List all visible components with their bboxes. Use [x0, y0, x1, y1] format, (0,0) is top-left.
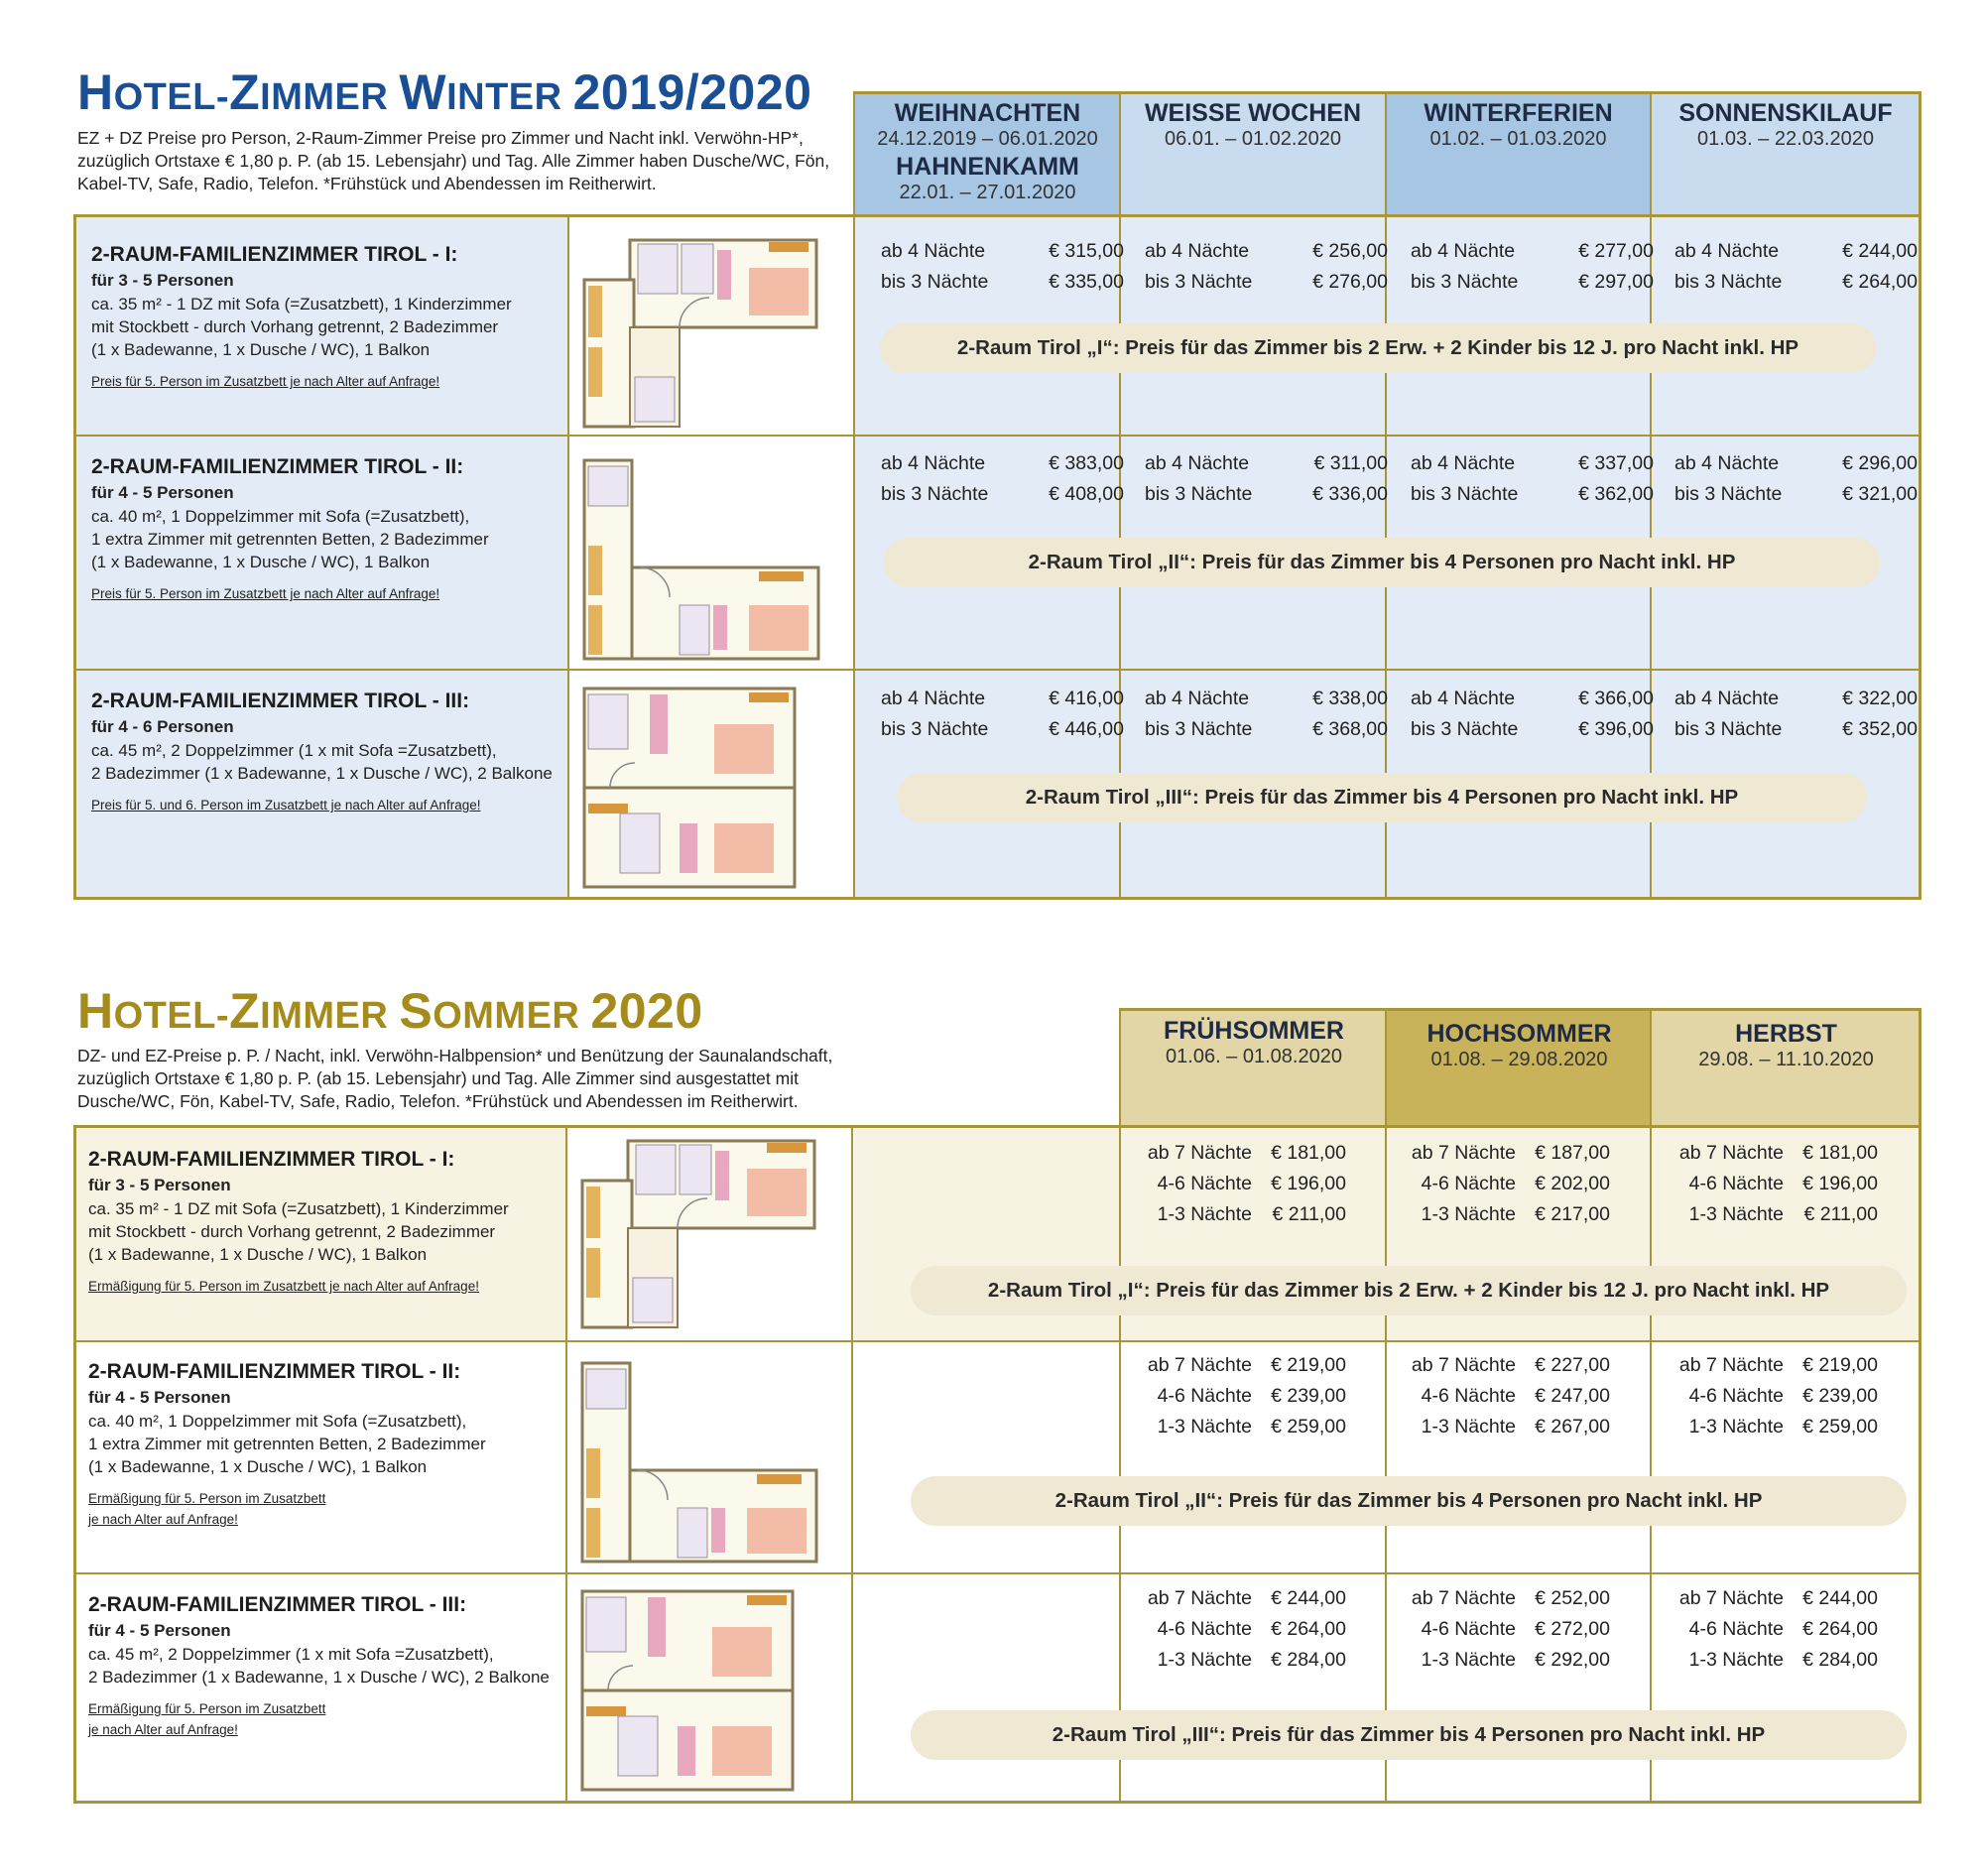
price-value: € 383,00	[1049, 452, 1124, 474]
price-label: bis 3 Nächte	[881, 718, 989, 740]
price-label: bis 3 Nächte	[1411, 271, 1519, 293]
price-row	[881, 718, 1124, 741]
floor-plan-tirol-2	[578, 1359, 821, 1567]
room-note-link[interactable]: Preis für 5. Person im Zusatzbett je nach Alter auf Anfrage!	[91, 586, 440, 601]
price-label: ab 4 Nächte	[1674, 688, 1780, 709]
price-label: ab 4 Nächte	[1145, 688, 1250, 709]
price-value: € 227,00	[1535, 1354, 1610, 1376]
price-label: bis 3 Nächte	[1411, 718, 1519, 740]
price-row	[1145, 271, 1388, 294]
price-row	[1145, 240, 1388, 263]
grid-line	[73, 435, 1922, 437]
season-name: HERBST	[1735, 1020, 1837, 1048]
price-value: € 396,00	[1578, 718, 1654, 740]
price-row	[881, 271, 1124, 294]
intro-line: Dusche/WC, Fön, Kabel-TV, Safe, Radio, Telefon. *Frühstück und Abendessen im Reitherwirt.	[77, 1091, 799, 1111]
price-row	[1655, 1142, 1878, 1165]
price-value: € 219,00	[1271, 1354, 1346, 1376]
price-value: € 196,00	[1271, 1173, 1346, 1194]
price-label: ab 4 Nächte	[1411, 688, 1516, 709]
price-value: € 446,00	[1049, 718, 1124, 740]
price-row	[1655, 1354, 1878, 1377]
price-label: ab 7 Nächte	[1147, 1354, 1252, 1376]
price-value: € 368,00	[1312, 718, 1388, 740]
room-description: ca. 35 m² - 1 DZ mit Sofa (=Zusatzbett), 1 Kinderzimmer mit Stockbett - durch Vorhang getrennt, 2 Badezimmer (1 x Badewanne, 1 x Dusche / WC), 1 Balkon	[91, 295, 512, 359]
price-row	[1123, 1649, 1346, 1672]
grid-line	[73, 1125, 1922, 1128]
price-row	[1411, 240, 1654, 263]
price-label: 4-6 Nächte	[1157, 1385, 1252, 1407]
price-label: 4-6 Nächte	[1688, 1173, 1784, 1194]
price-label: ab 7 Nächte	[1147, 1142, 1252, 1164]
price-value: € 247,00	[1535, 1385, 1610, 1407]
price-row	[1123, 1142, 1346, 1165]
season-name: HAHNENKAMM	[896, 153, 1079, 181]
room-persons: für 4 - 6 Personen	[91, 717, 234, 736]
room-persons: für 4 - 5 Personen	[88, 1388, 231, 1407]
price-row	[1655, 1587, 1878, 1610]
winter-title: HOTEL-ZIMMER WINTER 2019/2020	[77, 64, 812, 120]
price-label: ab 4 Nächte	[1411, 240, 1516, 262]
price-value: € 239,00	[1271, 1385, 1346, 1407]
price-label: bis 3 Nächte	[1145, 483, 1253, 505]
price-label: 4-6 Nächte	[1421, 1385, 1516, 1407]
room-description: ca. 45 m², 2 Doppelzimmer (1 x mit Sofa =Zusatzbett), 2 Badezimmer (1 x Badewanne, 1 x Dusche / WC), 2 Balkone	[88, 1645, 550, 1687]
price-label: 4-6 Nächte	[1157, 1173, 1252, 1194]
price-row	[1655, 1618, 1878, 1641]
price-row	[1387, 1649, 1610, 1672]
price-value: € 187,00	[1535, 1142, 1610, 1164]
price-value: € 362,00	[1578, 483, 1654, 505]
price-label: 1-3 Nächte	[1421, 1416, 1516, 1438]
price-row	[881, 452, 1124, 475]
price-row	[1674, 452, 1918, 475]
price-row	[1411, 452, 1654, 475]
intro-line: Kabel-TV, Safe, Radio, Telefon. *Frühstück und Abendessen im Reitherwirt.	[77, 174, 657, 193]
price-value: € 408,00	[1049, 483, 1124, 505]
price-value: € 352,00	[1842, 718, 1918, 740]
price-label: ab 4 Nächte	[1145, 452, 1250, 474]
price-label: 1-3 Nächte	[1688, 1203, 1784, 1225]
summer-room-1-price-note: 2-Raum Tirol „I“: Preis für das Zimmer bis 2 Erw. + 2 Kinder bis 12 J. pro Nacht inkl. HP	[911, 1266, 1907, 1315]
intro-line: zuzüglich Ortstaxe € 1,80 p. P. (ab 15. Lebensjahr) und Tag. Alle Zimmer haben Dusche/WC, Fön,	[77, 151, 830, 171]
winter-room-3-info	[91, 689, 562, 815]
price-label: 1-3 Nächte	[1421, 1649, 1516, 1671]
grid-line	[851, 1125, 853, 1804]
price-value: € 311,00	[1313, 452, 1388, 474]
price-value: € 244,00	[1271, 1587, 1346, 1609]
room-title: 2-RAUM-FAMILIENZIMMER TIROL - II:	[88, 1360, 461, 1383]
price-value: € 256,00	[1312, 240, 1388, 262]
price-value: € 181,00	[1271, 1142, 1346, 1164]
room-title: 2-RAUM-FAMILIENZIMMER TIROL - I:	[88, 1148, 455, 1171]
intro-line: EZ + DZ Preise pro Person, 2-Raum-Zimmer Preise pro Zimmer und Nacht inkl. Verwöhn-HP*,	[77, 128, 804, 148]
price-row	[1674, 718, 1918, 741]
grid-line	[853, 91, 855, 900]
price-value: € 336,00	[1312, 483, 1388, 505]
winter-season-4	[1651, 99, 1921, 151]
price-value: € 211,00	[1803, 1203, 1878, 1225]
price-value: € 196,00	[1802, 1173, 1878, 1194]
price-label: bis 3 Nächte	[1145, 718, 1253, 740]
winter-season-2	[1120, 99, 1386, 151]
price-row	[1387, 1142, 1610, 1165]
floor-plan-tirol-2	[580, 456, 823, 665]
summer-room-2-info	[88, 1360, 555, 1530]
price-label: ab 4 Nächte	[1411, 452, 1516, 474]
price-row	[1655, 1385, 1878, 1408]
price-value: € 292,00	[1535, 1649, 1610, 1671]
price-value: € 272,00	[1535, 1618, 1610, 1640]
price-value: € 297,00	[1578, 271, 1654, 293]
price-value: € 321,00	[1842, 483, 1918, 505]
room-title: 2-RAUM-FAMILIENZIMMER TIROL - III:	[91, 689, 470, 712]
grid-line	[73, 214, 76, 900]
season-name: WEISSE WOCHEN	[1144, 99, 1362, 127]
price-row	[1655, 1203, 1878, 1226]
grid-line	[73, 214, 1922, 217]
price-label: 1-3 Nächte	[1157, 1203, 1252, 1225]
summer-room-3-info	[88, 1593, 559, 1740]
winter-season-3	[1386, 99, 1651, 151]
grid-line	[1120, 1008, 1922, 1011]
room-description: ca. 40 m², 1 Doppelzimmer mit Sofa (=Zusatzbett), 1 extra Zimmer mit getrennten Betten, 2 Badezimmer (1 x Badewanne, 1 x Dusche / WC), 1 Balkon	[88, 1412, 486, 1476]
price-row	[1145, 688, 1388, 710]
price-value: € 335,00	[1049, 271, 1124, 293]
price-label: ab 4 Nächte	[881, 240, 986, 262]
room-note-link[interactable]: Ermäßigung für 5. Person im Zusatzbett je nach Alter auf Anfrage!	[88, 1701, 326, 1737]
grid-line	[1919, 1008, 1922, 1804]
season-name: FRÜHSOMMER	[1164, 1017, 1344, 1045]
intro-line: zuzüglich Ortstaxe € 1,80 p. P. (ab 15. Lebensjahr) und Tag. Alle Zimmer sind ausgestattet mit	[77, 1068, 799, 1088]
price-label: 1-3 Nächte	[1157, 1416, 1252, 1438]
grid-line	[1919, 91, 1922, 900]
room-description: ca. 35 m² - 1 DZ mit Sofa (=Zusatzbett), 1 Kinderzimmer mit Stockbett - durch Vorhang getrennt, 2 Badezimmer (1 x Badewanne, 1 x Dusche / WC), 1 Balkon	[88, 1199, 509, 1264]
price-label: 1-3 Nächte	[1421, 1203, 1516, 1225]
season-date: 01.03. – 22.03.2020	[1697, 128, 1874, 150]
price-label: ab 4 Nächte	[881, 688, 986, 709]
price-row	[1411, 483, 1654, 506]
price-label: bis 3 Nächte	[1411, 483, 1519, 505]
price-label: 4-6 Nächte	[1421, 1173, 1516, 1194]
price-label: ab 7 Nächte	[1147, 1587, 1252, 1609]
price-value: € 239,00	[1802, 1385, 1878, 1407]
price-row	[1387, 1618, 1610, 1641]
grid-line	[73, 669, 1922, 671]
price-label: 4-6 Nächte	[1421, 1618, 1516, 1640]
price-row	[1387, 1385, 1610, 1408]
floor-plan-tirol-1	[578, 1139, 821, 1329]
price-row	[1123, 1203, 1346, 1226]
season-date: 01.08. – 29.08.2020	[1430, 1049, 1608, 1070]
price-label: ab 4 Nächte	[1674, 452, 1780, 474]
price-label: ab 4 Nächte	[1145, 240, 1250, 262]
price-row	[1674, 271, 1918, 294]
price-label: 1-3 Nächte	[1688, 1416, 1784, 1438]
room-description: ca. 45 m², 2 Doppelzimmer (1 x mit Sofa =Zusatzbett), 2 Badezimmer (1 x Badewanne, 1 x Dusche / WC), 2 Balkone	[91, 741, 553, 783]
price-value: € 202,00	[1535, 1173, 1610, 1194]
price-row	[1411, 271, 1654, 294]
winter-room-1-price-note: 2-Raum Tirol „I“: Preis für das Zimmer bis 2 Erw. + 2 Kinder bis 12 J. pro Nacht inkl. HP	[880, 323, 1876, 373]
price-label: 1-3 Nächte	[1688, 1649, 1784, 1671]
season-date: 06.01. – 01.02.2020	[1165, 128, 1341, 150]
price-label: bis 3 Nächte	[881, 483, 989, 505]
grid-line	[73, 1801, 1922, 1804]
summer-intro	[77, 1045, 930, 1113]
price-value: € 366,00	[1578, 688, 1654, 709]
price-value: € 416,00	[1049, 688, 1124, 709]
season-date: 22.01. – 27.01.2020	[899, 182, 1076, 203]
price-value: € 219,00	[1802, 1354, 1878, 1376]
grid-line	[73, 1125, 76, 1804]
summer-room-3-price-note: 2-Raum Tirol „III“: Preis für das Zimmer bis 4 Personen pro Nacht inkl. HP	[911, 1710, 1907, 1760]
season-date: 01.06. – 01.08.2020	[1166, 1046, 1342, 1067]
price-row	[1387, 1587, 1610, 1610]
price-label: 1-3 Nächte	[1157, 1649, 1252, 1671]
price-label: bis 3 Nächte	[1674, 271, 1783, 293]
price-label: ab 7 Nächte	[1678, 1142, 1784, 1164]
price-value: € 315,00	[1049, 240, 1124, 262]
grid-line	[565, 1125, 567, 1804]
price-label: ab 7 Nächte	[1411, 1587, 1516, 1609]
price-value: € 264,00	[1802, 1618, 1878, 1640]
price-label: ab 7 Nächte	[1411, 1142, 1516, 1164]
price-row	[1674, 688, 1918, 710]
price-row	[1123, 1385, 1346, 1408]
grid-line	[1650, 1008, 1652, 1804]
price-label: bis 3 Nächte	[1145, 271, 1253, 293]
price-value: € 277,00	[1578, 240, 1654, 262]
grid-line	[73, 897, 1922, 900]
summer-season-2	[1387, 1020, 1652, 1071]
season-name: SONNENSKILAUF	[1678, 99, 1893, 127]
room-title: 2-RAUM-FAMILIENZIMMER TIROL - II:	[91, 455, 464, 478]
floor-plan-tirol-1	[580, 238, 823, 429]
room-note-link[interactable]: Ermäßigung für 5. Person im Zusatzbett je nach Alter auf Anfrage!	[88, 1279, 479, 1294]
price-row	[1387, 1354, 1610, 1377]
room-persons: für 4 - 5 Personen	[88, 1621, 231, 1640]
price-value: € 284,00	[1802, 1649, 1878, 1671]
price-label: 4-6 Nächte	[1688, 1618, 1784, 1640]
price-value: € 284,00	[1271, 1649, 1346, 1671]
price-label: ab 7 Nächte	[1678, 1354, 1784, 1376]
room-title: 2-RAUM-FAMILIENZIMMER TIROL - III:	[88, 1593, 467, 1616]
room-note-link[interactable]: Preis für 5. Person im Zusatzbett je nach Alter auf Anfrage!	[91, 374, 440, 389]
price-value: € 252,00	[1535, 1587, 1610, 1609]
price-label: ab 7 Nächte	[1411, 1354, 1516, 1376]
price-row	[1411, 718, 1654, 741]
price-value: € 276,00	[1312, 271, 1388, 293]
grid-line	[73, 1340, 1922, 1342]
room-persons: für 4 - 5 Personen	[91, 483, 234, 502]
price-label: ab 4 Nächte	[881, 452, 986, 474]
summer-room-1-info	[88, 1148, 555, 1297]
winter-season-1	[855, 99, 1120, 204]
price-value: € 264,00	[1842, 271, 1918, 293]
price-row	[1123, 1354, 1346, 1377]
price-row	[1145, 483, 1388, 506]
grid-line	[1119, 1008, 1121, 1804]
price-row	[881, 688, 1124, 710]
intro-line: DZ- und EZ-Preise p. P. / Nacht, inkl. Verwöhn-Halbpension* und Benützung der Saunalandschaft,	[77, 1046, 833, 1065]
price-row	[1123, 1618, 1346, 1641]
price-label: 4-6 Nächte	[1688, 1385, 1784, 1407]
room-persons: für 3 - 5 Personen	[88, 1176, 231, 1194]
summer-season-3	[1652, 1020, 1921, 1071]
price-row	[1145, 718, 1388, 741]
price-value: € 217,00	[1535, 1203, 1610, 1225]
price-row	[1145, 452, 1388, 475]
price-row	[1655, 1173, 1878, 1195]
price-value: € 267,00	[1535, 1416, 1610, 1438]
price-row	[1387, 1416, 1610, 1438]
price-row	[1411, 688, 1654, 710]
season-date: 29.08. – 11.10.2020	[1698, 1049, 1874, 1070]
grid-line	[567, 214, 569, 900]
price-value: € 181,00	[1802, 1142, 1878, 1164]
summer-title: HOTEL-ZIMMER SOMMER 2020	[77, 983, 703, 1039]
room-note-link[interactable]: Ermäßigung für 5. Person im Zusatzbett je nach Alter auf Anfrage!	[88, 1491, 326, 1527]
winter-intro	[77, 127, 851, 195]
season-name: WINTERFERIEN	[1424, 99, 1613, 127]
winter-room-2-info	[91, 455, 558, 604]
price-row	[1123, 1416, 1346, 1438]
price-label: ab 4 Nächte	[1674, 240, 1780, 262]
summer-room-2-price-note: 2-Raum Tirol „II“: Preis für das Zimmer bis 4 Personen pro Nacht inkl. HP	[911, 1476, 1907, 1526]
price-value: € 322,00	[1842, 688, 1918, 709]
floor-plan-tirol-3	[580, 685, 799, 893]
price-row	[1674, 483, 1918, 506]
price-row	[1123, 1587, 1346, 1610]
room-persons: für 3 - 5 Personen	[91, 271, 234, 290]
room-title: 2-RAUM-FAMILIENZIMMER TIROL - I:	[91, 243, 458, 266]
price-label: ab 7 Nächte	[1678, 1587, 1784, 1609]
grid-line	[73, 1572, 1922, 1574]
price-value: € 296,00	[1842, 452, 1918, 474]
price-row	[881, 240, 1124, 263]
floor-plan-tirol-3	[578, 1587, 797, 1796]
room-description: ca. 40 m², 1 Doppelzimmer mit Sofa (=Zusatzbett), 1 extra Zimmer mit getrennten Betten, 2 Badezimmer (1 x Badewanne, 1 x Dusche / WC), 1 Balkon	[91, 507, 489, 571]
price-value: € 244,00	[1802, 1587, 1878, 1609]
price-value: € 338,00	[1312, 688, 1388, 709]
price-label: bis 3 Nächte	[1674, 483, 1783, 505]
season-date: 01.02. – 01.03.2020	[1429, 128, 1607, 150]
season-name: HOCHSOMMER	[1426, 1020, 1612, 1048]
price-row	[1655, 1649, 1878, 1672]
price-label: bis 3 Nächte	[1674, 718, 1783, 740]
price-row	[1387, 1173, 1610, 1195]
grid-line	[854, 91, 1922, 94]
price-value: € 244,00	[1842, 240, 1918, 262]
winter-room-1-info	[91, 243, 558, 392]
price-row	[881, 483, 1124, 506]
price-label: 4-6 Nächte	[1157, 1618, 1252, 1640]
price-row	[1655, 1416, 1878, 1438]
price-value: € 264,00	[1271, 1618, 1346, 1640]
winter-room-2-price-note: 2-Raum Tirol „II“: Preis für das Zimmer bis 4 Personen pro Nacht inkl. HP	[884, 538, 1880, 587]
price-label: bis 3 Nächte	[881, 271, 989, 293]
price-value: € 259,00	[1802, 1416, 1878, 1438]
season-date: 24.12.2019 – 06.01.2020	[877, 128, 1098, 150]
price-value: € 211,00	[1272, 1203, 1346, 1225]
price-row	[1123, 1173, 1346, 1195]
price-row	[1674, 240, 1918, 263]
price-row	[1387, 1203, 1610, 1226]
room-note-link[interactable]: Preis für 5. und 6. Person im Zusatzbett je nach Alter auf Anfrage!	[91, 798, 481, 813]
price-value: € 259,00	[1271, 1416, 1346, 1438]
winter-room-3-price-note: 2-Raum Tirol „III“: Preis für das Zimmer bis 4 Personen pro Nacht inkl. HP	[897, 773, 1867, 822]
season-name: WEIHNACHTEN	[894, 99, 1081, 127]
summer-season-1	[1121, 1017, 1387, 1068]
price-value: € 337,00	[1578, 452, 1654, 474]
